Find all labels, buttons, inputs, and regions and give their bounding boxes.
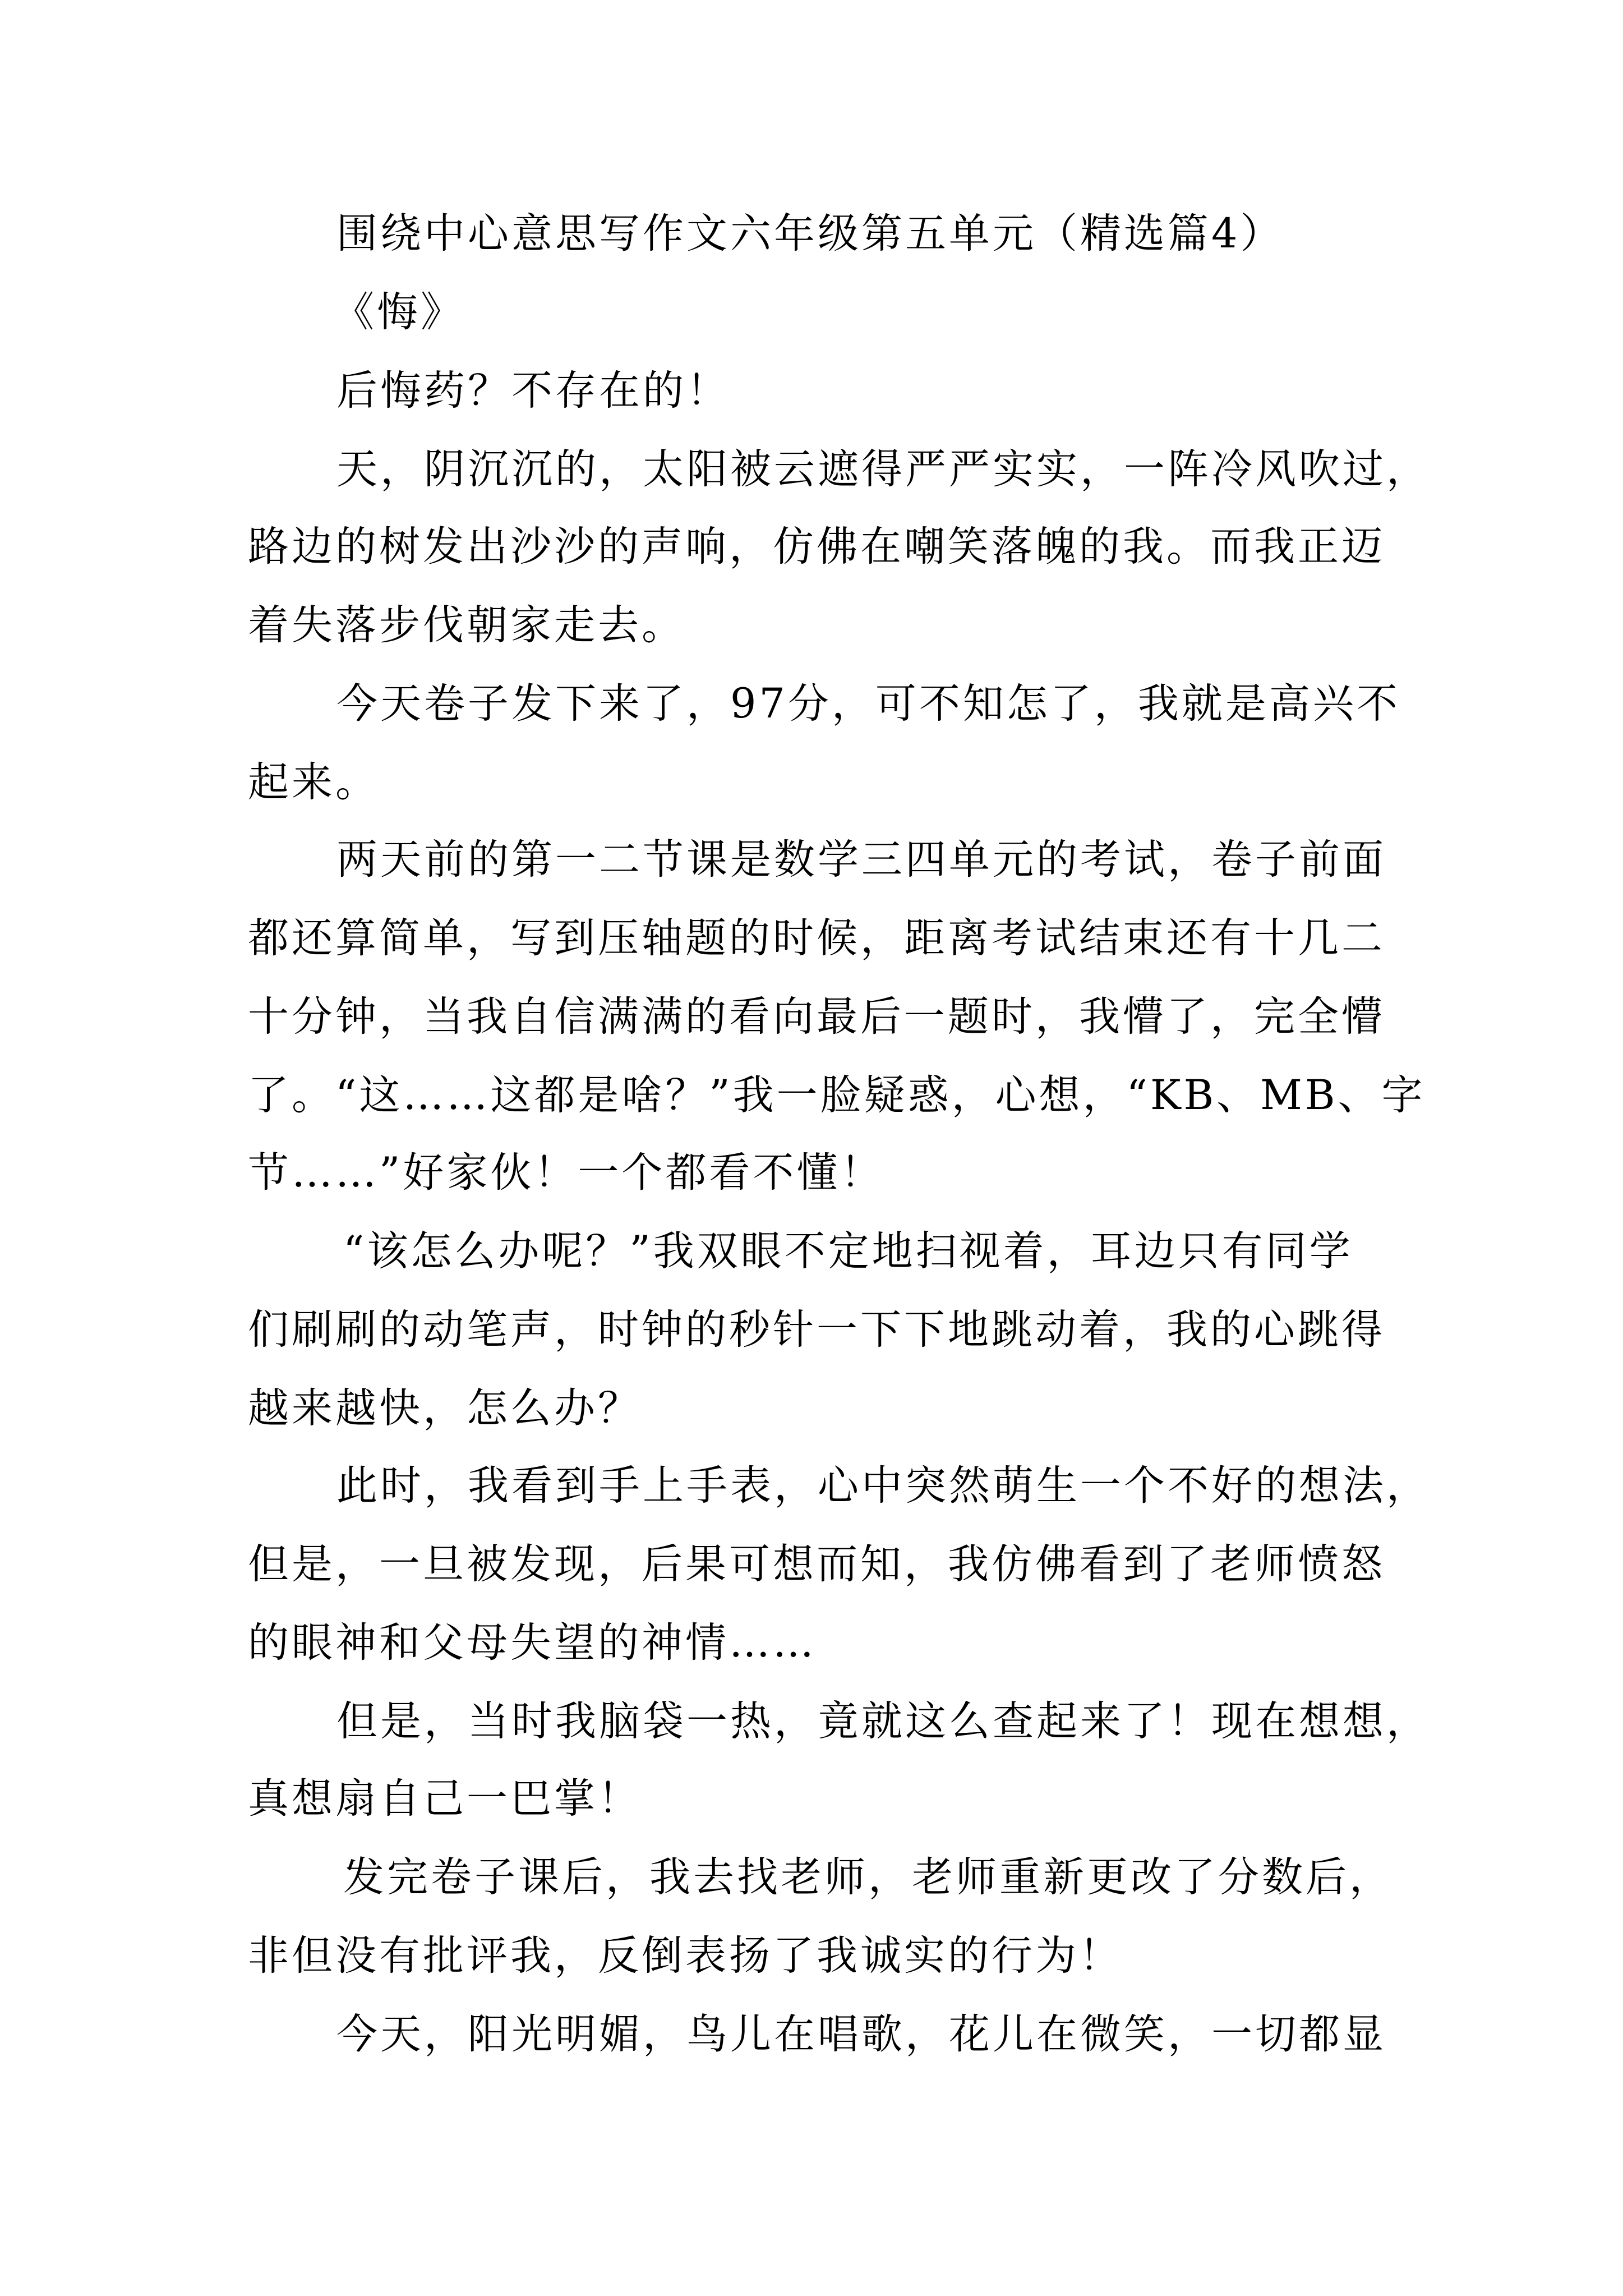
text-line: 起来。	[248, 758, 379, 806]
text-line: 但是，当时我脑袋一热，竟就这么查起来了！现在想想，	[336, 1697, 1430, 1745]
text-line: “该怎么办呢？”我双眼不定地扫视着，耳边只有同学	[343, 1227, 1353, 1275]
text-line: 非但没有批评我，反倒表扬了我诚实的行为！	[248, 1932, 1123, 1980]
text-line: 的眼神和父母失望的神情……	[248, 1619, 817, 1667]
text-line: 但是，一旦被发现，后果可想而知，我仿佛看到了老师愤怒	[248, 1540, 1385, 1588]
text-line: 发完卷子课后，我去找老师，老师重新更改了分数后，	[343, 1853, 1393, 1901]
text-line: 越来越快，怎么办？	[248, 1384, 642, 1432]
text-line: 天，阴沉沉的，太阳被云遮得严严实实，一阵冷风吹过，	[336, 445, 1430, 493]
text-line: 着失落步伐朝家走去。	[248, 601, 685, 649]
text-line: 今天，阳光明媚，鸟儿在唱歌，花儿在微笑，一切都显	[336, 2010, 1386, 2058]
text-line: 十分钟，当我自信满满的看向最后一题时，我懵了，完全懵	[248, 993, 1385, 1041]
text-line: 今天卷子发下来了，97分，可不知怎了，我就是高兴不	[336, 680, 1400, 728]
text-line: 都还算简单，写到压轴题的时候，距离考试结束还有十几二	[248, 914, 1385, 962]
document-title: 围绕中心意思写作文六年级第五单元（精选篇4）	[336, 210, 1284, 257]
text-line: 两天前的第一二节课是数学三四单元的考试，卷子前面	[336, 836, 1386, 884]
text-line: 节……”好家伙！一个都看不懂！	[248, 1149, 884, 1197]
text-line: 真想扇自己一巴掌！	[248, 1775, 642, 1823]
text-line: 路边的树发出沙沙的声响，仿佛在嘲笑落魄的我。而我正迈	[248, 523, 1385, 570]
text-line: 了。“这……这都是啥？”我一脸疑惑，心想，“KB、MB、字	[248, 1071, 1426, 1119]
text-line: 们刷刷的动笔声，时钟的秒针一下下地跳动着，我的心跳得	[248, 1306, 1385, 1354]
text-line: 此时，我看到手上手表，心中突然萌生一个不好的想法，	[336, 1462, 1430, 1510]
text-line: 后悔药？不存在的！	[336, 367, 730, 415]
essay-title: 《悔》	[333, 288, 464, 336]
